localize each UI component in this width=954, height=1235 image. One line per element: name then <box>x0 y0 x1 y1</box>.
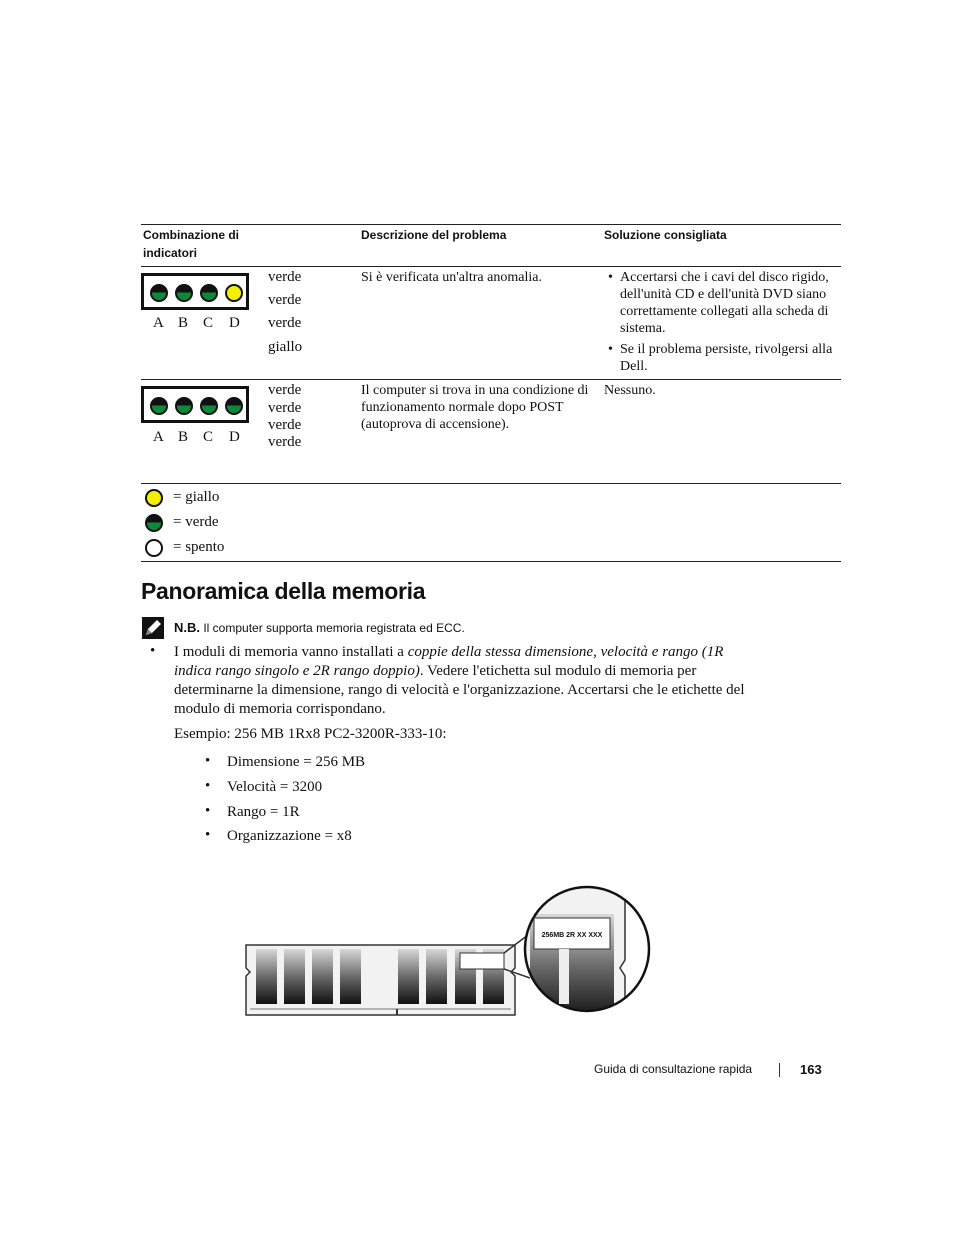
module-label-text: 256MB 2R XX XXX <box>541 932 603 939</box>
row2-color-d: verde <box>268 434 302 450</box>
note-pencil-icon <box>142 617 164 639</box>
led-label-c: C <box>203 429 214 445</box>
footer-page-number: 163 <box>800 1062 822 1077</box>
led-d-icon <box>225 397 243 415</box>
sub-bullet-dot: • <box>205 827 211 843</box>
led-b-icon <box>175 284 193 302</box>
sub-bullet-size: Dimensione = 256 MB <box>227 754 366 770</box>
led-c-icon <box>200 397 218 415</box>
sub-bullet-organization: Organizzazione = x8 <box>227 828 352 844</box>
row1-rule <box>141 379 841 380</box>
led-label-a: A <box>153 429 164 445</box>
led-panel-row2 <box>141 386 249 423</box>
led-c-icon <box>200 284 218 302</box>
green-led-icon <box>145 514 163 532</box>
header-rule <box>141 266 841 267</box>
header-solution: Soluzione consigliata <box>604 228 727 242</box>
header-description: Descrizione del problema <box>361 228 507 242</box>
legend-green: = verde <box>173 514 219 530</box>
led-label-c: C <box>203 315 214 331</box>
led-panel-row1 <box>141 273 249 310</box>
solution-item: • Se il problema persiste, rivolgersi alla Dell. <box>604 341 836 375</box>
row1-color-c: verde <box>268 315 302 331</box>
footer-divider <box>779 1063 780 1077</box>
led-d-icon <box>225 284 243 302</box>
yellow-led-icon <box>145 489 163 507</box>
off-led-icon <box>145 539 163 557</box>
led-label-d: D <box>229 315 240 331</box>
row2-color-b: verde <box>268 400 302 416</box>
sub-bullet-rank: Rango = 1R <box>227 804 300 820</box>
note <box>174 620 465 635</box>
sub-bullet-speed: Velocità = 3200 <box>227 779 323 795</box>
example-line: Esempio: 256 MB 1Rx8 PC2-3200R-333-10: <box>174 726 447 742</box>
section-title: Panoramica della memoria <box>141 578 426 604</box>
led-a-icon <box>150 284 168 302</box>
memory-module-illustration <box>240 880 660 1025</box>
row1-color-d: giallo <box>268 339 303 355</box>
led-label-b: B <box>178 429 189 445</box>
led-a-icon <box>150 397 168 415</box>
row2-solution: Nessuno. <box>604 383 656 398</box>
sub-bullet-dot: • <box>205 803 211 819</box>
row2-color-c: verde <box>268 417 302 433</box>
header-combination: Combinazione di indicatori <box>143 228 239 260</box>
row1-color-a: verde <box>268 269 302 285</box>
footer-guide-title: Guida di consultazione rapida <box>594 1062 753 1076</box>
legend-yellow: = giallo <box>173 489 220 505</box>
note-text: Il computer supporta memoria registrata ed ECC. <box>203 621 465 635</box>
row2-description: Il computer si trova in una condizione di funzionamento normale dopo POST (autoprova di accensione). <box>361 383 589 432</box>
led-label-b: B <box>178 315 189 331</box>
led-label-d: D <box>229 429 240 445</box>
row2-rule <box>141 483 841 484</box>
led-b-icon <box>175 397 193 415</box>
row1-solutions <box>604 269 836 379</box>
legend-bottom-rule <box>141 561 841 562</box>
solution-item: • Accertarsi che i cavi del disco rigido, dell'unità CD e dell'unità DVD siano correttamente collegati alla scheda di sistema. <box>604 269 836 337</box>
legend-off: = spento <box>173 539 225 555</box>
bullet-dot: • <box>150 643 156 659</box>
sub-bullet-dot: • <box>205 753 211 769</box>
table-top-rule <box>141 224 841 225</box>
row1-description: Si è verificata un'altra anomalia. <box>361 270 542 285</box>
memory-bullet-paragraph: I moduli di memoria vanno installati a coppie della stessa dimensione, velocità e rango (1R indica rango singolo e 2R rango doppio). Vedere l'etichetta sul modulo di memoria per determinarne la dimensione, rango di velocità e l'organizzazione. Accertarsi che le etichette del modulo di memoria corrispondano. <box>174 644 745 717</box>
row2-color-a: verde <box>268 382 302 398</box>
led-label-a: A <box>153 315 164 331</box>
note-label: N.B. <box>174 620 200 635</box>
row1-color-b: verde <box>268 292 302 308</box>
sub-bullet-dot: • <box>205 778 211 794</box>
